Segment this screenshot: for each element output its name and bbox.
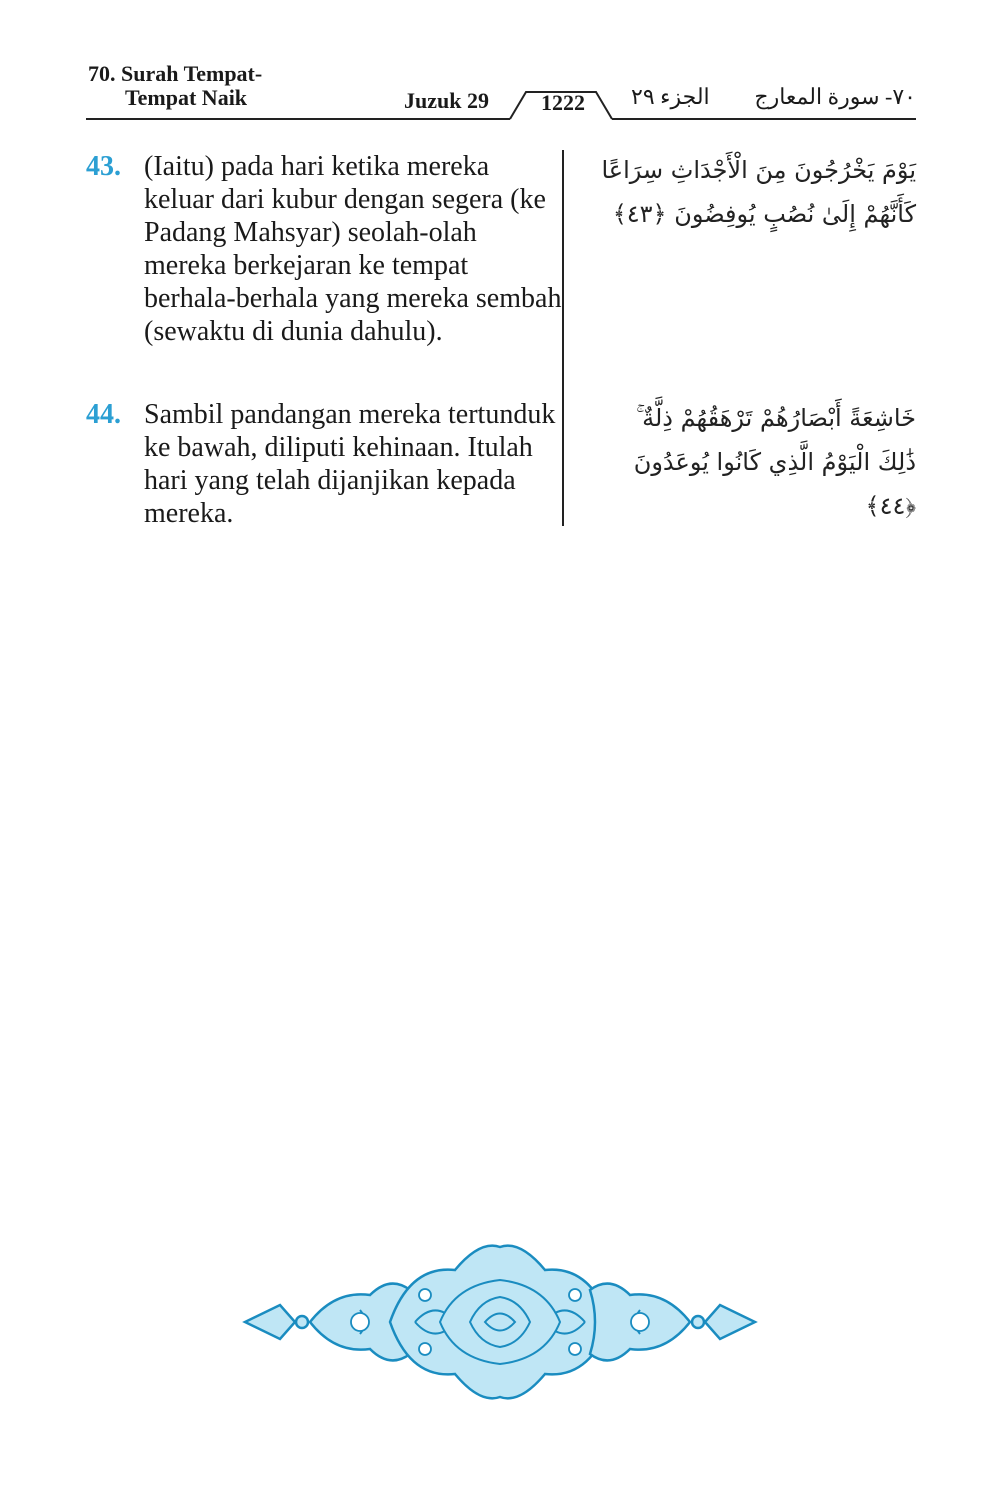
- page-header: [86, 62, 916, 124]
- verse-translation: Sambil pandangan mereka tertunduk ke bawah, diliputi kehinaan. Itulah hari yang telah dijanjikan kepada mereka.: [144, 399, 556, 529]
- verse-number: 43.: [86, 151, 121, 182]
- verse-translation: (Iaitu) pada hari ketika mereka keluar dari kubur dengan segera (ke Padang Mahsyar) seolah-olah mereka berkejaran ke tempat berhala-berhala yang mereka sembah (sewaktu di dunia dahulu).: [144, 151, 562, 347]
- surah-title-line1: 70. Surah Tempat-: [88, 61, 263, 86]
- juz-label-arabic: الجزء ٢٩: [631, 84, 710, 109]
- verse-number: 44.: [86, 399, 121, 430]
- juzuk-label: Juzuk 29: [404, 88, 489, 113]
- column-divider: [562, 150, 564, 526]
- verse-arabic: خَاشِعَةً أَبْصَارُهُمْ تَرْهَقُهُمْ ذِلَّةٌ ۚ ذَٰلِكَ الْيَوْمُ الَّذِي كَانُوا يُوعَدُونَ ﴿٤٤﴾: [633, 404, 916, 520]
- floral-ornament-icon: [240, 1235, 760, 1410]
- verse-44: [86, 398, 916, 528]
- page-number: 1222: [541, 90, 585, 115]
- verse-arabic: يَوْمَ يَخْرُجُونَ مِنَ الْأَجْدَاثِ سِرَاعًا كَأَنَّهُمْ إِلَىٰ نُصُبٍ يُوفِضُونَ ﴿٤٣﴾: [601, 156, 916, 228]
- surah-title-latin: [88, 62, 262, 110]
- surah-title-line2: Tempat Naik: [125, 85, 248, 110]
- surah-title-arabic: ٧٠- سورة المعارج: [754, 84, 916, 109]
- verse-43: [86, 150, 916, 390]
